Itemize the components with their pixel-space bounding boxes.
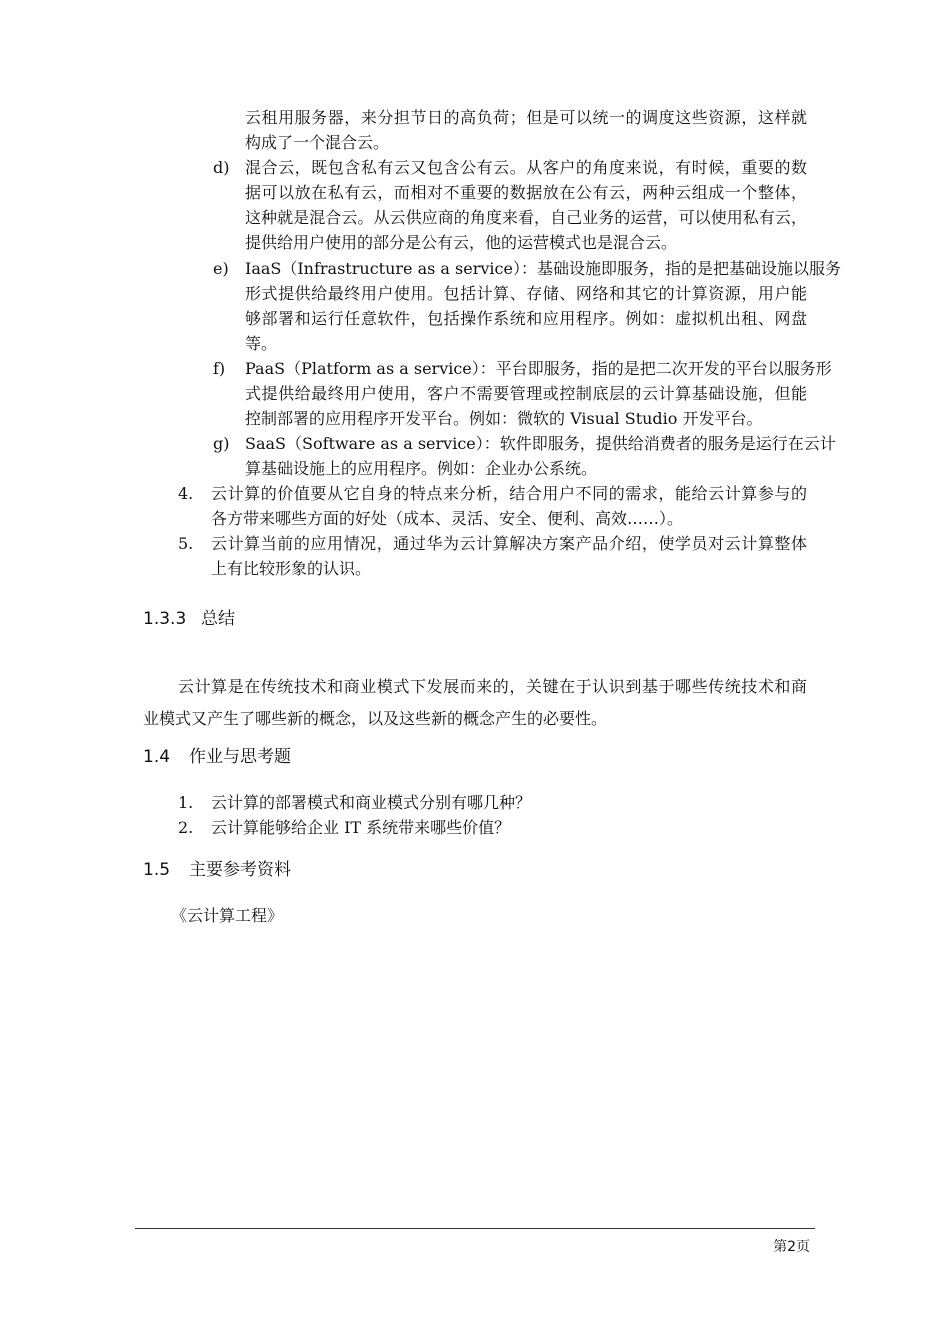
text-line: 云计算的价值要从它自身的特点来分析，结合用户不同的需求，能给云计算参与的	[211, 484, 807, 503]
text-line: 算基础设施上的应用程序。例如：企业办公系统。	[245, 459, 598, 478]
text-line: 混合云，既包含私有云又包含公有云。从客户的角度来说，有时候，重要的数	[245, 158, 807, 177]
footer-divider	[135, 1228, 815, 1229]
text-line: 据可以放在私有云，而相对不重要的数据放在公有云，两种云组成一个整体，	[245, 183, 807, 202]
section-heading-1-5	[143, 858, 291, 882]
list-marker: 2.	[178, 818, 194, 837]
text-line: 构成了一个混合云。	[245, 133, 390, 152]
section-title: 作业与思考题	[189, 747, 291, 767]
reference-item: 《云计算工程》	[171, 906, 284, 925]
list-marker: g)	[213, 434, 230, 453]
text-line: SaaS（Software as a service）：软件即服务，提供给消费者的服务是运行在云计	[245, 434, 836, 453]
text-line: 云计算是在传统技术和商业模式下发展而来的，关键在于认识到基于哪些传统技术和商	[178, 677, 807, 696]
text-line: 提供给用户使用的部分是公有云，他的运营模式也是混合云。	[245, 233, 678, 252]
page-number: 第2页	[773, 1239, 810, 1255]
text-line: PaaS（Platform as a service）：平台即服务，指的是把二次开发的平台以服务形	[245, 359, 832, 378]
text-line: 云计算当前的应用情况，通过华为云计算解决方案产品介绍，使学员对云计算整体	[211, 534, 807, 553]
text-line: 够部署和运行任意软件，包括操作系统和应用程序。例如：虚拟机出租、网盘	[245, 309, 807, 328]
section-title: 主要参考资料	[189, 860, 291, 880]
list-item-5	[211, 531, 807, 581]
list-marker: e)	[213, 259, 229, 278]
section-heading-1-3-3	[143, 607, 235, 631]
section-number: 1.4	[143, 747, 171, 767]
text-line: 式提供给最终用户使用，客户不需要管理或控制底层的云计算基础设施，但能	[245, 384, 807, 403]
text-line: 云租用服务器，来分担节日的高负荷；但是可以统一的调度这些资源，这样就	[245, 108, 807, 127]
text-line: 业模式又产生了哪些新的概念，以及这些新的概念产生的必要性。	[143, 709, 608, 728]
list-item-f	[245, 356, 832, 431]
list-marker: f)	[213, 359, 226, 378]
section-title: 总结	[201, 609, 235, 629]
section-number: 1.5	[143, 860, 171, 880]
text-line: 各方带来哪些方面的好处（成本、灵活、安全、便利、高效……）。	[211, 509, 684, 528]
summary-paragraph	[143, 671, 807, 735]
text-line: 控制部署的应用程序开发平台。例如：微软的 Visual Studio 开发平台。	[245, 409, 763, 428]
section-heading-1-4	[143, 745, 291, 769]
list-marker: 4.	[178, 484, 194, 503]
homework-item: 云计算的部署模式和商业模式分别有哪几种？	[211, 793, 532, 812]
text-line: 形式提供给最终用户使用。包括计算、存储、网络和其它的计算资源，用户能	[245, 284, 807, 303]
list-marker: 1.	[178, 793, 194, 812]
text-line: 这种就是混合云。从云供应商的角度来看，自己业务的运营，可以使用私有云，	[245, 208, 807, 227]
list-item-d	[245, 155, 807, 255]
section-number: 1.3.3	[143, 609, 187, 629]
list-item-4	[211, 481, 807, 531]
list-item-e	[245, 256, 841, 356]
text-line: 等。	[245, 334, 278, 353]
homework-item: 云计算能够给企业 IT 系统带来哪些价值？	[211, 818, 511, 837]
text-line: IaaS（Infrastructure as a service）：基础设施即服务，指的是把基础设施以服务	[245, 259, 841, 278]
list-marker: 5.	[178, 534, 194, 553]
list-marker: d)	[213, 158, 230, 177]
list-item-c-continuation	[245, 105, 807, 155]
list-item-g	[245, 431, 836, 481]
text-line: 上有比较形象的认识。	[211, 559, 372, 578]
